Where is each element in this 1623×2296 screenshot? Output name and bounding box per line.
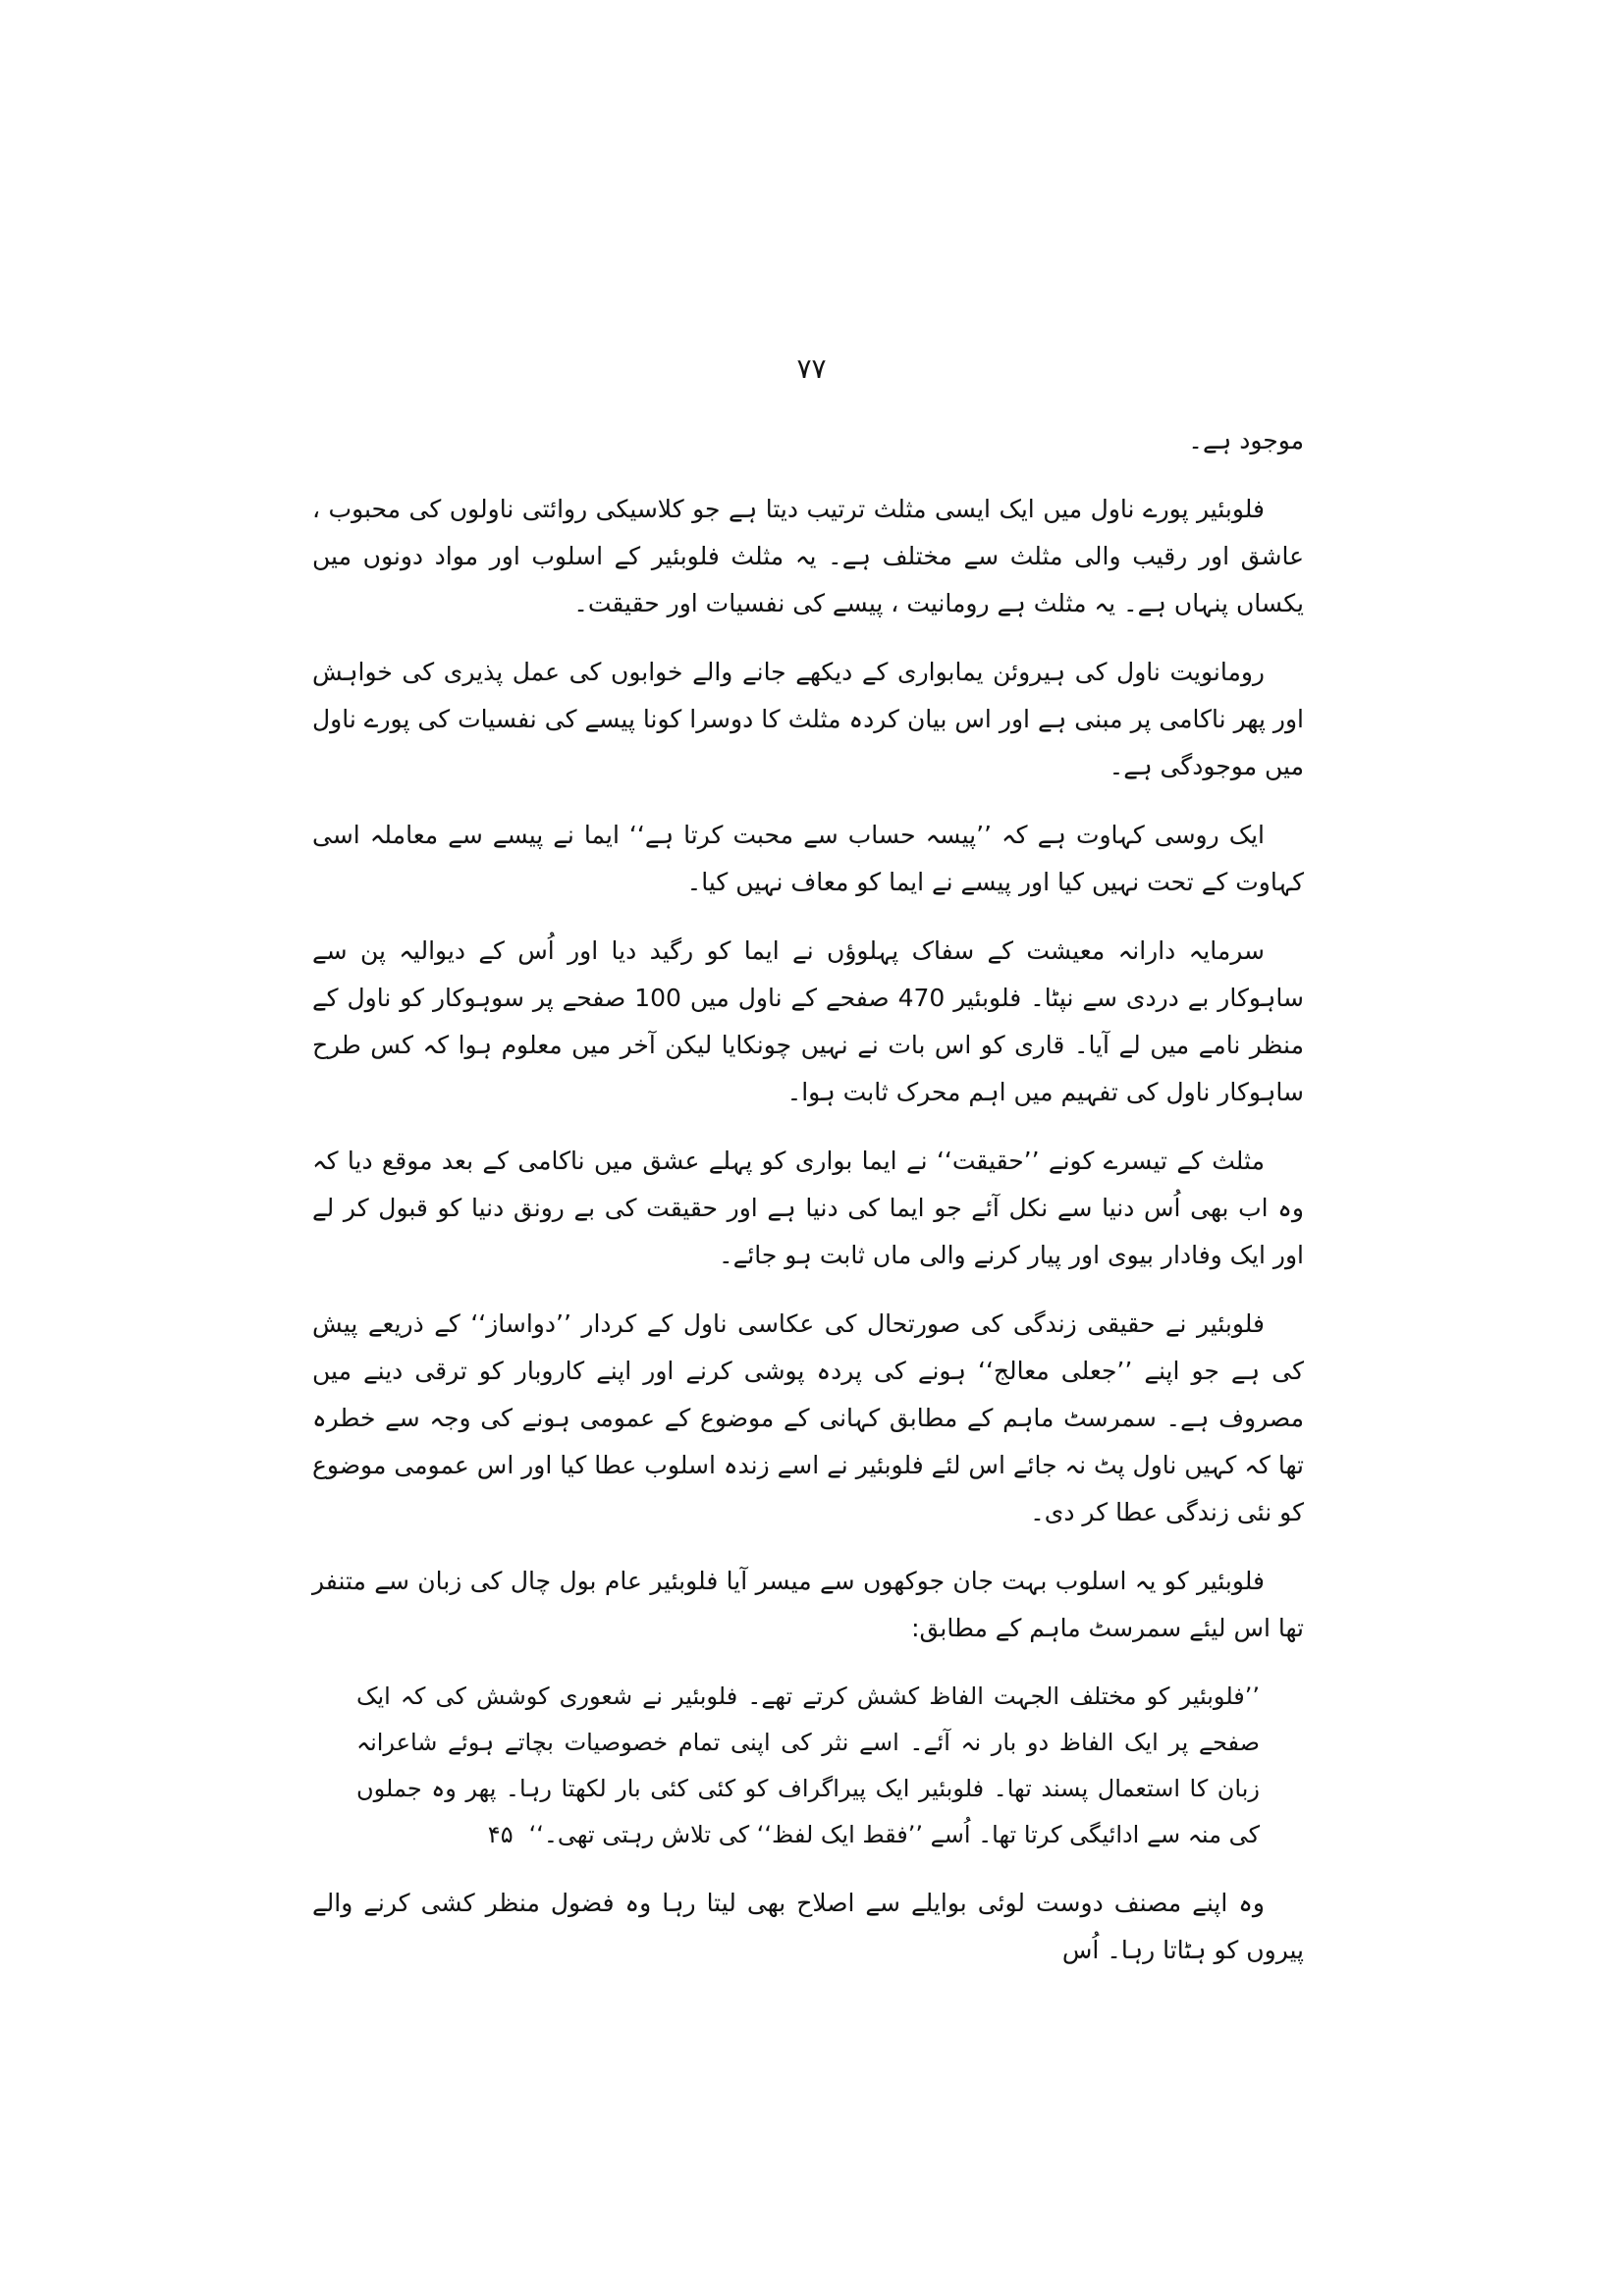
paragraph-closing: وہ اپنے مصنف دوست لوئی بوایلے سے اصلاح بھی لیتا رہا وہ فضول منظر کشی کرنے والے پیروں کو ہٹاتا رہا۔ اُس (312, 1889, 1304, 1964)
paragraph-continuation: موجود ہے۔ (1188, 426, 1304, 454)
paragraph-triangle-intro: فلوبئیر پورے ناول میں ایک ایسی مثلث ترتیب دیتا ہے جو کلاسیکی روائتی ناولوں کی محبوب ، عاشق اور رقیب والی مثلث سے مختلف ہے۔ یہ مثلث فلوبئیر کے اسلوب اور مواد دونوں میں یکساں پنہاں ہے۔ یہ مثلث ہے رومانیت ، پیسے کی نفسیات اور حقیقت۔ (312, 495, 1304, 617)
paragraph-romanticism: رومانویت ناول کی ہیروئن یمابواری کے دیکھے جانے والے خوابوں کی عمل پذیری کی خواہش اور پھر ناکامی پر مبنی ہے اور اس بیان کردہ مثلث کا دوسرا کونا پیسے کی نفسیات کی پورے ناول میں موجودگی ہے۔ (312, 658, 1304, 780)
paragraph-pharmacist: فلوبئیر نے حقیقی زندگی کی صورتحال کی عکاسی ناول کے کردار ’’دواساز‘‘ کے ذریعے پیش کی ہے جو اپنے ’’جعلی معالج‘‘ ہونے کی پردہ پوشی کرنے اور اپنے کاروبار کو ترقی دینے میں مصروف ہے۔ سمرسٹ ماہم کے مطابق کہانی کے موضوع کے عمومی ہونے کی وجہ سے خطرہ تھا کہ کہیں ناول پٹ نہ جائے اس لئے فلوبئیر نے اسے زندہ اسلوب عطا کیا اور اس عمومی موضوع کو نئی زندگی عطا کر دی۔ (312, 1309, 1304, 1526)
paragraph-russian-proverb: ایک روسی کہاوت ہے کہ ’’پیسہ حساب سے محبت کرتا ہے‘‘ ایما نے پیسے سے معاملہ اسی کہاوت کے تحت نہیں کیا اور پیسے نے ایما کو معاف نہیں کیا۔ (312, 821, 1304, 896)
paragraph-capitalism: سرمایہ دارانہ معیشت کے سفاک پہلوؤں نے ایما کو رگید دیا اور اُس کے دیوالیہ پن سے ساہوکار بے دردی سے نپٹا۔ فلوبئیر 470 صفحے کے ناول میں 100 صفحے پر سوہوکار کو ناول کے منظر نامے میں لے آیا۔ قاری کو اس بات نے نہیں چونکایا لیکن آخر میں معلوم ہوا کہ کس طرح ساہوکار ناول کی تفہیم میں اہم محرک ثابت ہوا۔ (312, 936, 1304, 1106)
paragraph-reality: مثلث کے تیسرے کونے ’’حقیقت‘‘ نے ایما بواری کو پہلے عشق میں ناکامی کے بعد موقع دیا کہ وہ اب بھی اُس دنیا سے نکل آئے جو ایما کی دنیا ہے اور حقیقت کی بے رونق دنیا کو قبول کر لے اور ایک وفادار بیوی اور پیار کرنے والی ماں ثابت ہو جائے۔ (312, 1147, 1304, 1269)
footnote-reference: ۴۵ (487, 1821, 514, 1848)
quote-text: ’’فلوبئیر کو مختلف الجہت الفاظ کشش کرتے تھے۔ فلوبئیر نے شعوری کوشش کی کہ ایک صفحے پر ایک الفاظ دو بار نہ آئے۔ اسے نثر کی اپنی تمام خصوصیات بچاتے ہوئے شاعرانہ زبان کا استعمال پسند تھا۔ فلوبئیر ایک پیراگراف کو کئی کئی بار لکھتا رہا۔ پھر وہ جملوں کی منہ سے ادائیگی کرتا تھا۔ اُسے ’’فقط ایک لفظ‘‘ کی تلاش رہتی تھی۔‘‘ (356, 1682, 1260, 1848)
paragraph-style: فلوبئیر کو یہ اسلوب بہت جان جوکھوں سے میسر آیا فلوبئیر عام بول چال کی زبان سے متنفر تھا اس لیئے سمرسٹ ماہم کے مطابق: (312, 1567, 1304, 1642)
body-text (312, 417, 1304, 1996)
page-number: ۷۷ (796, 352, 827, 385)
block-quote (356, 1674, 1260, 1858)
